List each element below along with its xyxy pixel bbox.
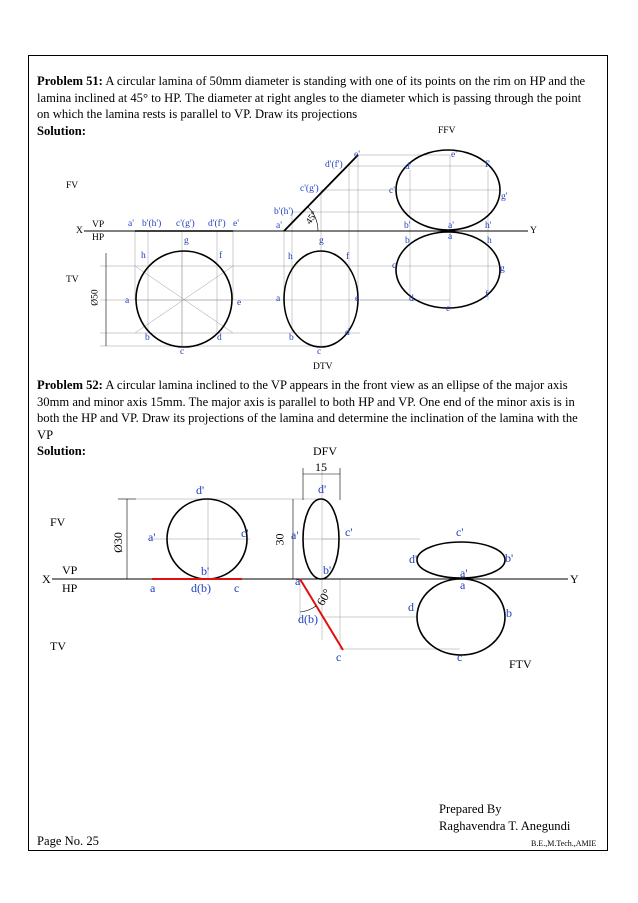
p51-dia-label: Ø50 [90, 289, 101, 306]
p51-tv1-e: e [237, 298, 242, 308]
p51-tv1-c: c [180, 347, 185, 357]
p52-fv-b: b' [201, 564, 210, 578]
p51-ftv-g: g [500, 264, 505, 274]
problem-51-solution: Solution: [37, 124, 86, 138]
p51-ffv-g: g' [501, 192, 508, 202]
p52-ffv-d: d' [409, 552, 418, 566]
p51-aux-c: c'(g') [300, 184, 319, 194]
p51-ffv-e: e' [451, 150, 457, 160]
p52-tv2-c: c [336, 650, 342, 664]
p51-ftv-e: e [446, 304, 451, 314]
p52-dfv-title: DFV [313, 444, 338, 458]
p52-vp-label: VP [62, 563, 78, 577]
p52-angle-label: 60° [313, 586, 335, 609]
p51-ffv-c: c' [389, 186, 395, 196]
p52-fv-title: FV [50, 515, 66, 529]
p51-ftv-h: h [487, 236, 492, 246]
p52-fv-d: d' [196, 483, 205, 497]
p52-dia-label: Ø30 [110, 532, 125, 553]
p51-ffv-d: d' [405, 162, 412, 172]
p51-ftv-a: a [448, 232, 453, 242]
p51-fv-a: a' [128, 219, 134, 229]
p51-ffv-f: f' [485, 160, 490, 170]
problem-52-solution: Solution: [37, 444, 86, 458]
p51-tv2-d: d [345, 328, 350, 338]
p51-tv1-g: g [184, 236, 189, 246]
p51-tv2-g: g [319, 236, 324, 246]
p51-y-label: Y [530, 226, 537, 236]
p51-ffv-title: FFV [438, 126, 456, 136]
p52-dim15-label: 15 [315, 460, 327, 474]
p52-tv2-a: a [295, 574, 301, 588]
p52-fv-a: a' [148, 530, 156, 544]
p51-tv1-d: d [217, 333, 222, 343]
page-number: Page No. 25 [37, 834, 99, 848]
p51-ftv-c: c [392, 261, 397, 271]
p51-tv1-f: f [219, 251, 223, 261]
p51-tv2-a: a [276, 294, 281, 304]
p51-ffv-a: a' [448, 221, 454, 231]
author-name: Raghavendra T. Anegundi [439, 819, 571, 833]
p52-dfv-d: d' [318, 482, 327, 496]
p52-dfv-b: b' [323, 563, 332, 577]
p51-ftv-d: d [409, 294, 414, 304]
p52-tv-title: TV [50, 639, 66, 653]
p51-x-label: X [76, 226, 83, 236]
p52-x-label: X [42, 572, 51, 586]
p52-ffv-c: c' [456, 525, 464, 539]
problem-51-text: A circular lamina of 50mm diameter is standing with one of its points on the rim on HP and the lamina inclined at 45° to HP. The diameter at right angles to the diameter which is passing through the point on which the lamina rests is parallel to VP. Draw its projections [37, 74, 586, 122]
p51-tv1-h: h [141, 251, 146, 261]
p51-tv2-e: e [355, 294, 360, 304]
p52-ffv-a: a' [460, 566, 468, 580]
p51-fv-d: d'(f') [208, 219, 226, 229]
p52-dfv-c: c' [345, 525, 353, 539]
p51-aux-b: b'(h') [274, 207, 294, 217]
p51-tv-title: TV [66, 275, 79, 285]
p51-dtv-title: DTV [313, 362, 333, 372]
p51-angle-label: 45° [304, 209, 321, 227]
p51-hp-label: HP [92, 233, 105, 243]
p51-ffv-b: b' [404, 221, 411, 231]
p52-tv-db: d(b) [191, 581, 211, 595]
p52-tv-a: a [150, 581, 156, 595]
p52-ftv-a: a [460, 578, 466, 592]
p51-fv-e: e' [233, 219, 239, 229]
p51-fv-title: FV [66, 181, 79, 191]
p52-ftv-b: b [506, 606, 512, 620]
p51-aux-d: d'(f') [325, 160, 343, 170]
p52-hp-label: HP [62, 581, 78, 595]
p52-tv2-db: d(b) [298, 612, 318, 626]
p51-aux-a: a' [276, 221, 282, 231]
p51-vp-label: VP [92, 220, 105, 230]
p52-ftv-title: FTV [509, 657, 532, 671]
problem-52-heading: Problem 52: [37, 378, 103, 392]
p52-y-label: Y [570, 572, 579, 586]
p52-ftv-d: d [408, 600, 414, 614]
p52-ftv-c: c [457, 650, 463, 664]
p51-tv2-h: h [288, 252, 293, 262]
p51-tv2-f: f [346, 252, 350, 262]
p51-tv2-c: c [317, 347, 322, 357]
p51-aux-e: e' [354, 150, 360, 160]
p51-ffv-h: h' [485, 221, 492, 231]
p51-tv1-b: b [145, 333, 150, 343]
p51-tv1-a: a [125, 296, 130, 306]
p52-ffv-b: b' [505, 551, 514, 565]
author-degrees: B.E.,M.Tech.,AMIE [531, 839, 597, 848]
prepared-by: Prepared By [439, 802, 502, 816]
p51-ftv-b: b [405, 236, 410, 246]
p52-dfv-a: a' [291, 528, 299, 542]
p51-fv-c: c'(g') [176, 219, 195, 229]
p52-tv-c: c [234, 581, 240, 595]
p51-fv-b: b'(h') [142, 219, 162, 229]
p51-ftv-f: f [485, 290, 489, 300]
problem-51-heading: Problem 51: [37, 74, 103, 88]
problem-52-text: A circular lamina inclined to the VP appears in the front view as an ellipse of the major axis 30mm and minor axis 15mm. The major axis is parallel to both HP and VP. One end of the minor axis is in both the HP and VP. Draw its projections of the lamina and determine the inclination of the lamina with the VP [37, 378, 578, 442]
p52-fv-c: c' [241, 526, 249, 540]
p51-tv2-b: b [289, 333, 294, 343]
p52-dim30-label: 30 [272, 533, 287, 546]
